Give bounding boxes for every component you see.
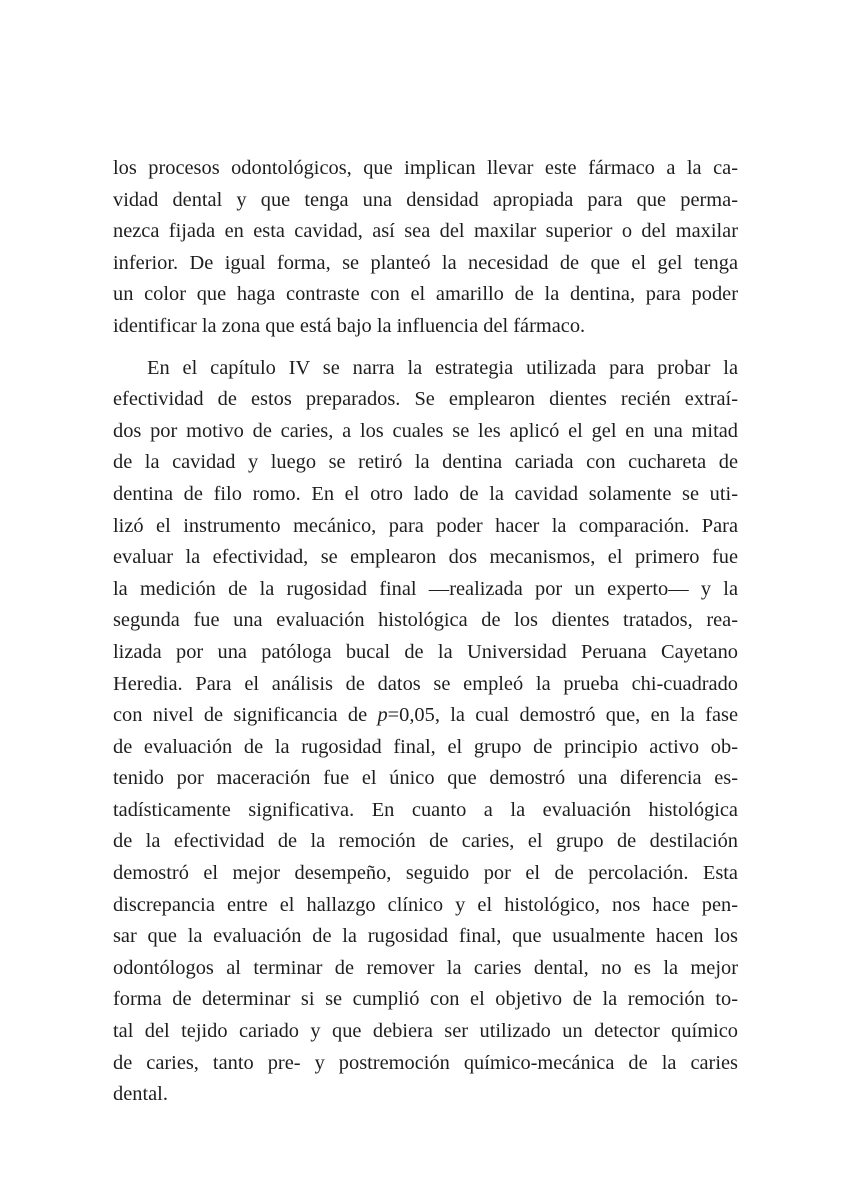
paragraph-1 <box>113 153 738 343</box>
text-line: inferior. De igual forma, se planteó la necesidad de que el gel tenga <box>113 251 738 274</box>
text-line: un color que haga contraste con el amarillo de la dentina, para poder <box>113 283 738 306</box>
text-line: nezca fijada en esta cavidad, así sea del maxilar superior o del maxilar <box>113 220 738 243</box>
text-line: Heredia. Para el análisis de datos se empleó la prueba chi-cuadrado <box>113 672 738 695</box>
text-line: sar que la evaluación de la rugosidad final, que usualmente hacen los <box>113 925 738 948</box>
paragraph-2 <box>113 353 738 1111</box>
text-line: de evaluación de la rugosidad final, el grupo de principio activo ob- <box>113 735 738 758</box>
paragraph-spacer <box>113 343 738 353</box>
text-line: forma de determinar si se cumplió con el objetivo de la remoción to- <box>113 988 738 1011</box>
text-line: evaluar la efectividad, se emplearon dos mecanismos, el primero fue <box>113 546 738 569</box>
text-line: dentina de filo romo. En el otro lado de la cavidad solamente se uti- <box>113 482 738 505</box>
text-line-pvalue <box>113 700 738 732</box>
text-line: vidad dental y que tenga una densidad apropiada para que perma- <box>113 188 738 211</box>
text-line: demostró el mejor desempeño, seguido por el de percolación. Esta <box>113 862 738 885</box>
text-line: discrepancia entre el hallazgo clínico y el histológico, nos hace pen- <box>113 893 738 916</box>
text-line: los procesos odontológicos, que implican llevar este fármaco a la ca- <box>113 157 738 179</box>
body-text <box>113 153 738 1111</box>
text-line: de caries, tanto pre- y postremoción químico-mecánica de la caries <box>113 1051 738 1074</box>
pvalue-symbol: p <box>377 704 388 727</box>
text-line: dos por motivo de caries, a los cuales se les aplicó el gel en una mitad <box>113 419 738 442</box>
text-line: la medición de la rugosidad final —realizada por un experto— y la <box>113 577 738 600</box>
pvalue-suffix: =0,05, la cual demostró que, en la fase <box>387 704 738 727</box>
text-line: odontólogos al terminar de remover la caries dental, no es la mejor <box>113 956 738 979</box>
text-line: identificar la zona que está bajo la influencia del fármaco. <box>113 314 586 337</box>
text-line: lizada por una patóloga bucal de la Universidad Peruana Cayetano <box>113 640 738 663</box>
text-line: de la efectividad de la remoción de caries, el grupo de destilación <box>113 830 738 853</box>
text-line: de la cavidad y luego se retiró la dentina cariada con cuchareta de <box>113 451 738 474</box>
text-line: En el capítulo IV se narra la estrategia utilizada para probar la <box>147 356 738 379</box>
text-line: tenido por maceración fue el único que demostró una diferencia es- <box>113 767 738 790</box>
text-line: segunda fue una evaluación histológica de los dientes tratados, rea- <box>113 609 738 632</box>
text-line: tal del tejido cariado y que debiera ser utilizado un detector químico <box>113 1020 738 1043</box>
text-line: dental. <box>113 1083 168 1106</box>
pvalue-prefix: con nivel de significancia de <box>113 704 378 727</box>
text-line: efectividad de estos preparados. Se emplearon dientes recién extraí- <box>113 388 738 411</box>
text-line: lizó el instrumento mecánico, para poder hacer la comparación. Para <box>113 514 738 537</box>
text-line: tadísticamente significativa. En cuanto a la evaluación histológica <box>113 798 738 821</box>
